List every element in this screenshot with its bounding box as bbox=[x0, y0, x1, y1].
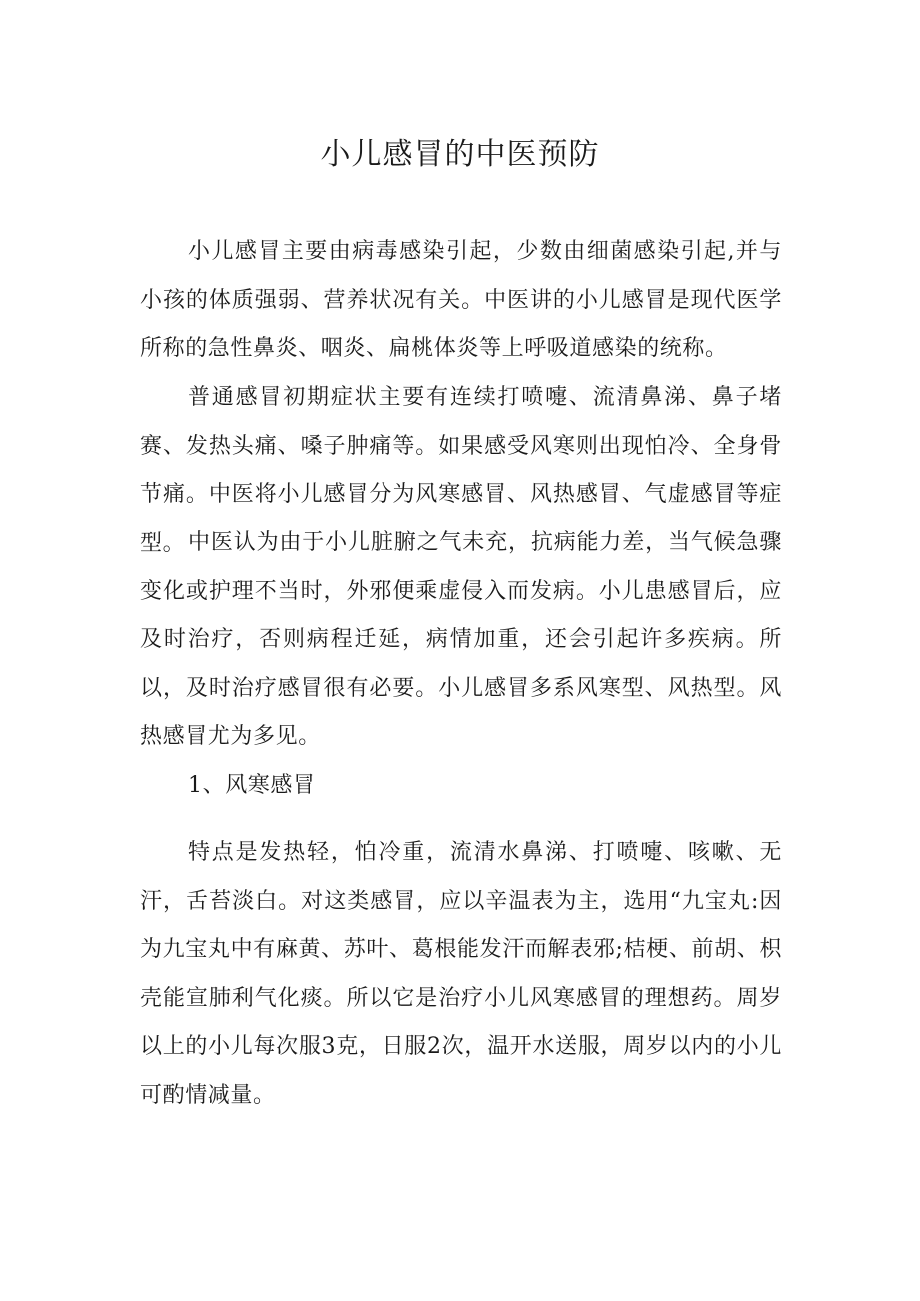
paragraph-tcm-view: 中医认为由于小儿脏腑之气未充，抗病能力差，当气候急骤变化或护理不当时，外邪便乘虚侵入而发病。小儿患感冒后，应及时治疗，否则病程迁延，病情加重，还会引起许多疾病。所以，及时治疗感冒很有必要。小儿感冒多系风寒型、风热型。风热感冒尤为多见。 bbox=[140, 530, 782, 749]
paragraph-intro: 小儿感冒主要由病毒感染引起，少数由细菌感染引起,并与小孩的体质强弱、营养状况有关。中医讲的小儿感冒是现代医学所称的急性鼻炎、咽炎、扁桃体炎等上呼吸道感染的统称。 bbox=[140, 239, 782, 361]
paragraph-wind-cold: 特点是发热轻，怕冷重，流清水鼻涕、打喷嚏、咳嗽、无汗，舌苔淡白。对这类感冒，应以辛温表为主，选用“九宝丸:因为九宝丸中有麻黄、苏叶、葛根能发汗而解表邪;桔梗、前胡、枳壳能宣肺利气化痰。所以它是治疗小儿风寒感冒的理想药。周岁以上的小儿每次服3克，日服2次，温开水送服，周岁以内的小儿可酌情减量。 bbox=[140, 840, 782, 1108]
document-title: 小儿感冒的中医预防 bbox=[320, 137, 600, 172]
section-heading-wind-cold: 1、风寒感冒 bbox=[188, 773, 316, 798]
paragraph-symptoms: 普通感冒初期症状主要有连续打喷嚏、流清鼻涕、鼻子堵赛、发热头痛、嗓子肿痛等。如果感受风寒则出现怕冷、全身骨节痛。中医将小儿感冒分为风寒感冒、风热感冒、气虚感冒等症型。 bbox=[140, 385, 782, 556]
